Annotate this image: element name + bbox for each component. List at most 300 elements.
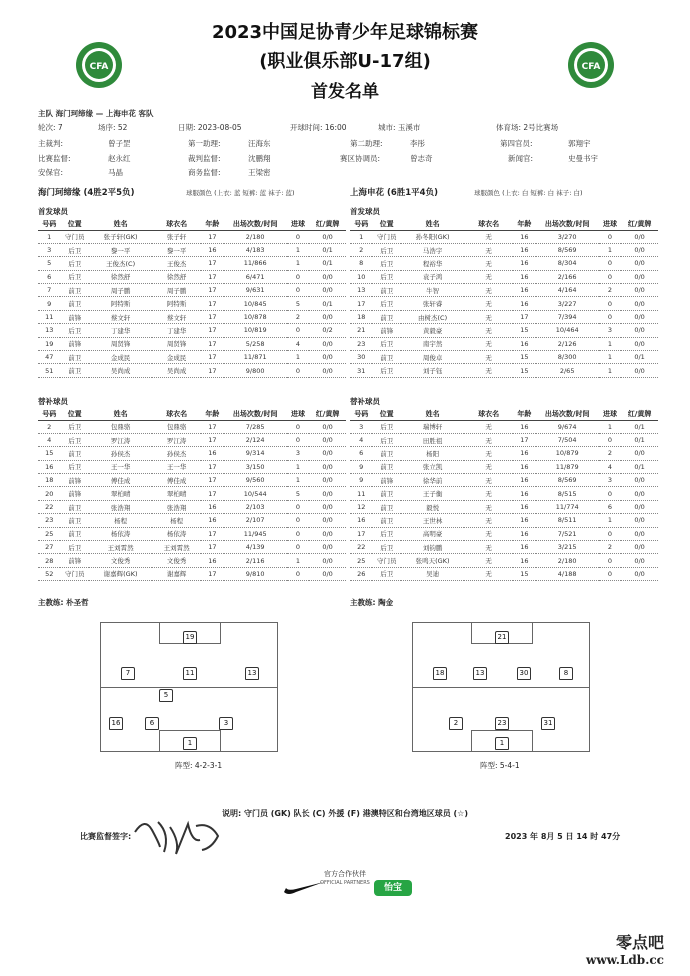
- table-cell: 0: [287, 433, 309, 446]
- table-cell: 高明豪: [401, 527, 464, 540]
- table-cell: 4: [599, 460, 621, 473]
- table-cell: 17: [201, 297, 223, 310]
- table-cell: 23: [38, 514, 60, 527]
- table-cell: 16: [513, 420, 535, 433]
- table-cell: 0/0: [621, 297, 658, 310]
- away-subs-table: [350, 409, 658, 581]
- table-cell: 张立凯: [401, 460, 464, 473]
- table-cell: 0/0: [621, 541, 658, 554]
- table-cell: 3/227: [536, 297, 599, 310]
- table-cell: 8/569: [536, 243, 599, 256]
- table-row: [350, 460, 658, 473]
- table-cell: 后卫: [372, 420, 401, 433]
- table-cell: 16: [513, 554, 535, 567]
- away-kit-colors: 球服颜色 (上衣: 白 短裤: 白 袜子: 白): [474, 189, 583, 197]
- table-cell: 翠柏晴: [89, 487, 152, 500]
- table-cell: 17: [201, 420, 223, 433]
- table-cell: 1: [287, 351, 309, 364]
- table-cell: 无: [464, 460, 513, 473]
- table-cell: 后卫: [372, 541, 401, 554]
- table-cell: 牛智: [401, 284, 464, 297]
- table-cell: 0/0: [309, 351, 346, 364]
- table-cell: 16: [513, 257, 535, 270]
- table-cell: 阿特斯: [152, 297, 201, 310]
- table-cell: 丁建华: [152, 324, 201, 337]
- table-cell: 无: [464, 567, 513, 580]
- table-cell: 11/871: [224, 351, 287, 364]
- table-cell: 1: [38, 230, 60, 243]
- table-cell: 王世林: [401, 514, 464, 527]
- table-row: [38, 420, 346, 433]
- table-cell: 17: [201, 284, 223, 297]
- table-cell: 0: [287, 364, 309, 377]
- table-cell: 4/183: [224, 243, 287, 256]
- table-row: [38, 514, 346, 527]
- table-cell: 后卫: [372, 433, 401, 446]
- partner-label: 官方合作伙伴: [324, 870, 366, 878]
- player-shirt-icon: 13: [473, 667, 487, 680]
- table-cell: 7/504: [536, 433, 599, 446]
- table-cell: 8/515: [536, 487, 599, 500]
- table-cell: 6/471: [224, 270, 287, 283]
- table-cell: 22: [350, 541, 372, 554]
- table-cell: 0: [599, 257, 621, 270]
- table-cell: 17: [350, 297, 372, 310]
- player-shirt-icon: 23: [495, 717, 509, 730]
- table-cell: 0/1: [309, 297, 346, 310]
- table-cell: 10/464: [536, 324, 599, 337]
- table-cell: 3: [599, 474, 621, 487]
- table-cell: 前锋: [60, 474, 89, 487]
- table-cell: 0/0: [621, 284, 658, 297]
- table-cell: 0/0: [309, 310, 346, 323]
- table-row: [350, 487, 658, 500]
- table-cell: 黎一平: [89, 243, 152, 256]
- table-row: [350, 527, 658, 540]
- table-cell: 16: [513, 337, 535, 350]
- player-shirt-icon: 8: [559, 667, 573, 680]
- home-coach: 主教练: 朴圣哲: [38, 598, 89, 607]
- table-cell: 0/0: [621, 364, 658, 377]
- table-cell: 16: [513, 514, 535, 527]
- away-starters-label: 首发球员: [350, 207, 380, 216]
- table-cell: 0/0: [621, 270, 658, 283]
- table-cell: 0/0: [621, 567, 658, 580]
- table-cell: 2: [599, 541, 621, 554]
- table-cell: 16: [513, 460, 535, 473]
- column-header: 红/黄牌: [309, 219, 346, 230]
- column-header: 出场次数/时间: [224, 409, 287, 420]
- table-row: [38, 297, 346, 310]
- table-cell: 守门员: [60, 567, 89, 580]
- table-cell: 1: [599, 243, 621, 256]
- table-row: [350, 337, 658, 350]
- table-cell: 4: [287, 337, 309, 350]
- match-no: 场序: 52: [98, 123, 128, 132]
- table-cell: 傅佳成: [152, 474, 201, 487]
- table-cell: 5: [38, 257, 60, 270]
- table-cell: 17: [201, 474, 223, 487]
- table-cell: 马浩宇: [401, 243, 464, 256]
- table-cell: 后卫: [60, 324, 89, 337]
- table-cell: 前卫: [372, 460, 401, 473]
- table-cell: 前卫: [60, 351, 89, 364]
- table-cell: 徐然舒: [152, 270, 201, 283]
- table-cell: 21: [350, 324, 372, 337]
- table-row: [38, 351, 346, 364]
- column-header: 年龄: [201, 219, 223, 230]
- table-cell: 前卫: [372, 351, 401, 364]
- table-row: [38, 447, 346, 460]
- table-cell: 孙侯杰: [89, 447, 152, 460]
- table-cell: 后卫: [60, 270, 89, 283]
- match-info-row1: [38, 122, 658, 134]
- table-cell: 16: [513, 243, 535, 256]
- table-cell: 17: [201, 364, 223, 377]
- table-cell: 7: [38, 284, 60, 297]
- table-cell: 7/285: [224, 420, 287, 433]
- table-cell: 后卫: [60, 541, 89, 554]
- table-cell: 由树杰(C): [401, 310, 464, 323]
- table-cell: 8: [350, 257, 372, 270]
- table-row: [38, 310, 346, 323]
- table-cell: 孙侯杰: [152, 447, 201, 460]
- table-cell: 无: [464, 447, 513, 460]
- table-cell: 刘子钰: [401, 364, 464, 377]
- table-cell: 0/0: [309, 527, 346, 540]
- table-row: [350, 433, 658, 446]
- table-cell: 17: [513, 310, 535, 323]
- table-cell: 47: [38, 351, 60, 364]
- table-cell: 后卫: [372, 567, 401, 580]
- table-cell: 无: [464, 230, 513, 243]
- table-cell: 无: [464, 243, 513, 256]
- table-cell: 4/188: [536, 567, 599, 580]
- table-cell: 王刘霄然: [89, 541, 152, 554]
- table-cell: 16: [513, 284, 535, 297]
- table-cell: 16: [201, 514, 223, 527]
- table-cell: 0/0: [621, 500, 658, 513]
- table-cell: 无: [464, 500, 513, 513]
- table-cell: 1: [287, 243, 309, 256]
- table-cell: 无: [464, 514, 513, 527]
- table-cell: 11: [350, 487, 372, 500]
- table-cell: 0: [599, 310, 621, 323]
- column-header: 红/黄牌: [621, 409, 658, 420]
- table-cell: 12: [350, 500, 372, 513]
- table-cell: 前锋: [60, 337, 89, 350]
- player-shirt-icon: 19: [183, 631, 197, 644]
- table-cell: 前卫: [60, 297, 89, 310]
- home-team-name: 海门珂缔缘 (4胜2平5负): [38, 188, 135, 198]
- table-cell: 后卫: [60, 433, 89, 446]
- table-cell: 4: [350, 433, 372, 446]
- player-shirt-icon: 16: [109, 717, 123, 730]
- table-cell: 0/0: [309, 554, 346, 567]
- officials-row2: 比赛监督: 赵永红 裁判监督: 沈鹏翔 赛区协调员: 曾志奇 新闻官: 史曼书宇: [38, 154, 598, 163]
- table-row: [350, 554, 658, 567]
- table-cell: 27: [38, 541, 60, 554]
- table-cell: 16: [513, 474, 535, 487]
- table-cell: 0/0: [309, 364, 346, 377]
- table-cell: 守门员: [372, 230, 401, 243]
- home-formation: 阵型: 4-2-3-1: [175, 761, 223, 770]
- table-cell: 刘钧鹏: [401, 541, 464, 554]
- table-cell: 后卫: [60, 460, 89, 473]
- table-cell: 杨依涛: [152, 527, 201, 540]
- table-cell: 0/0: [309, 487, 346, 500]
- table-cell: 0/0: [309, 460, 346, 473]
- column-header: 姓名: [89, 219, 152, 230]
- table-row: [38, 487, 346, 500]
- table-cell: 25: [38, 527, 60, 540]
- table-cell: 杨依涛: [89, 527, 152, 540]
- table-cell: 谢嘉辉: [152, 567, 201, 580]
- home-formation-pitch: [100, 622, 278, 752]
- table-cell: 张轩睿: [401, 297, 464, 310]
- table-cell: 吴尚成: [152, 364, 201, 377]
- table-row: [38, 284, 346, 297]
- doc-title: 2023中国足协青少年足球锦标赛: [211, 22, 479, 43]
- table-cell: 前卫: [60, 514, 89, 527]
- table-cell: 16: [513, 541, 535, 554]
- table-cell: 0/0: [621, 514, 658, 527]
- column-header: 姓名: [401, 409, 464, 420]
- table-cell: 1: [287, 257, 309, 270]
- table-row: [350, 541, 658, 554]
- table-cell: 前锋: [372, 474, 401, 487]
- table-cell: 8/511: [536, 514, 599, 527]
- table-cell: 周贤锋: [89, 337, 152, 350]
- column-header: 号码: [38, 409, 60, 420]
- column-header: 出场次数/时间: [224, 219, 287, 230]
- svg-text:CFA: CFA: [89, 62, 109, 72]
- legend: 说明: 守门员 (GK) 队长 (C) 外援 (F) 港澳特区和台湾地区球员 (☆): [221, 809, 468, 818]
- table-cell: 0/0: [621, 527, 658, 540]
- table-cell: 无: [464, 284, 513, 297]
- table-cell: 前卫: [60, 447, 89, 460]
- officials-row3: 安保官: 马晶 商务监督: 王梁密: [38, 168, 271, 177]
- table-cell: 10/878: [224, 310, 287, 323]
- table-cell: 0/0: [309, 500, 346, 513]
- table-row: [38, 257, 346, 270]
- table-cell: 16: [38, 460, 60, 473]
- table-cell: 2/103: [224, 500, 287, 513]
- table-cell: 17: [201, 541, 223, 554]
- table-row: [38, 324, 346, 337]
- table-row: [350, 284, 658, 297]
- table-cell: 前卫: [60, 527, 89, 540]
- table-cell: 无: [464, 270, 513, 283]
- table-cell: 17: [201, 270, 223, 283]
- table-cell: 0: [287, 500, 309, 513]
- table-cell: 无: [464, 364, 513, 377]
- table-cell: 5: [287, 297, 309, 310]
- column-header: 出场次数/时间: [536, 409, 599, 420]
- table-cell: 10/544: [224, 487, 287, 500]
- table-cell: 15: [38, 447, 60, 460]
- table-row: [38, 364, 346, 377]
- table-cell: 8/300: [536, 351, 599, 364]
- table-cell: 9/800: [224, 364, 287, 377]
- table-cell: 后卫: [372, 257, 401, 270]
- table-cell: 前卫: [60, 364, 89, 377]
- table-row: [350, 324, 658, 337]
- table-cell: 18: [350, 310, 372, 323]
- table-cell: 9: [38, 297, 60, 310]
- table-cell: 7/394: [536, 310, 599, 323]
- table-row: [38, 474, 346, 487]
- table-cell: 15: [513, 324, 535, 337]
- table-cell: 17: [201, 324, 223, 337]
- table-cell: 13: [38, 324, 60, 337]
- table-cell: 0/1: [309, 243, 346, 256]
- table-cell: 毅悦: [401, 500, 464, 513]
- table-cell: 11/879: [536, 460, 599, 473]
- table-cell: 0/0: [621, 310, 658, 323]
- table-cell: 23: [350, 337, 372, 350]
- table-cell: 6: [38, 270, 60, 283]
- table-cell: 无: [464, 527, 513, 540]
- table-cell: 0: [599, 554, 621, 567]
- table-cell: 3: [599, 324, 621, 337]
- timestamp: 2023 年 8月 5 日 14 时 47分: [505, 832, 621, 841]
- table-cell: 3/215: [536, 541, 599, 554]
- table-cell: 前卫: [372, 514, 401, 527]
- table-cell: 蔡文轩: [89, 310, 152, 323]
- table-cell: 程裕华: [401, 257, 464, 270]
- player-shirt-icon: 31: [541, 717, 555, 730]
- table-cell: 10: [350, 270, 372, 283]
- table-cell: 无: [464, 554, 513, 567]
- table-cell: 徐华前: [401, 474, 464, 487]
- table-cell: 0: [287, 420, 309, 433]
- column-header: 进球: [599, 409, 621, 420]
- doc-subtitle: (职业俱乐部U-17组): [259, 51, 431, 72]
- player-shirt-icon: 2: [449, 717, 463, 730]
- player-shirt-icon: 1: [183, 737, 197, 750]
- table-cell: 王俊杰: [152, 257, 201, 270]
- table-cell: 0/0: [621, 337, 658, 350]
- table-cell: 2/166: [536, 270, 599, 283]
- column-header: 位置: [60, 219, 89, 230]
- away-subs-label: 替补球员: [350, 397, 380, 406]
- table-cell: 后卫: [60, 420, 89, 433]
- table-cell: 王一华: [152, 460, 201, 473]
- table-row: [350, 297, 658, 310]
- table-cell: 1: [287, 460, 309, 473]
- table-cell: 吴迪: [401, 567, 464, 580]
- table-cell: 16: [513, 527, 535, 540]
- table-cell: 11/774: [536, 500, 599, 513]
- table-cell: 9/810: [224, 567, 287, 580]
- table-row: [350, 447, 658, 460]
- table-row: [350, 500, 658, 513]
- player-shirt-icon: 3: [219, 717, 233, 730]
- table-cell: 22: [38, 500, 60, 513]
- table-cell: 16: [201, 500, 223, 513]
- table-cell: 王一华: [89, 460, 152, 473]
- table-cell: 0/0: [309, 447, 346, 460]
- table-cell: 后卫: [372, 297, 401, 310]
- table-cell: 17: [201, 487, 223, 500]
- table-cell: 10/819: [224, 324, 287, 337]
- table-cell: 0/0: [309, 433, 346, 446]
- table-cell: 1: [599, 337, 621, 350]
- player-shirt-icon: 1: [495, 737, 509, 750]
- table-cell: 9: [350, 474, 372, 487]
- table-cell: 2: [599, 284, 621, 297]
- table-cell: 0/0: [309, 230, 346, 243]
- table-cell: 17: [201, 337, 223, 350]
- table-cell: 蔡文轩: [152, 310, 201, 323]
- player-shirt-icon: 13: [245, 667, 259, 680]
- table-cell: 前卫: [372, 447, 401, 460]
- table-row: [38, 230, 346, 243]
- table-cell: 无: [464, 433, 513, 446]
- table-cell: 无: [464, 541, 513, 554]
- column-header: 球衣名: [464, 409, 513, 420]
- table-cell: 谢嘉辉(GK): [89, 567, 152, 580]
- table-cell: 0/0: [621, 554, 658, 567]
- city: 城市: 玉溪市: [378, 123, 421, 132]
- table-row: [350, 257, 658, 270]
- table-cell: 3: [287, 447, 309, 460]
- table-cell: 6: [599, 500, 621, 513]
- table-cell: 前卫: [60, 284, 89, 297]
- table-cell: 无: [464, 351, 513, 364]
- table-cell: 0/0: [621, 474, 658, 487]
- table-cell: 前卫: [60, 500, 89, 513]
- table-row: [38, 554, 346, 567]
- table-cell: 后卫: [60, 257, 89, 270]
- column-header: 号码: [350, 409, 372, 420]
- table-cell: 0: [287, 230, 309, 243]
- table-cell: 3: [38, 243, 60, 256]
- table-row: [38, 337, 346, 350]
- table-cell: 1: [599, 514, 621, 527]
- table-cell: 0: [599, 527, 621, 540]
- table-cell: 16: [513, 500, 535, 513]
- table-cell: 17: [513, 433, 535, 446]
- table-cell: 张子轩(GK): [89, 230, 152, 243]
- table-cell: 16: [513, 447, 535, 460]
- table-cell: 0/0: [621, 447, 658, 460]
- table-cell: 守门员: [372, 554, 401, 567]
- table-cell: 3/270: [536, 230, 599, 243]
- table-cell: 0: [287, 527, 309, 540]
- table-cell: 11: [38, 310, 60, 323]
- table-cell: 52: [38, 567, 60, 580]
- away-formation: 阵型: 5-4-1: [480, 761, 520, 770]
- table-cell: 袁子鸿: [401, 270, 464, 283]
- table-cell: 17: [201, 527, 223, 540]
- table-row: [38, 433, 346, 446]
- column-header: 号码: [38, 219, 60, 230]
- table-cell: 1: [350, 230, 372, 243]
- table-cell: 0/0: [309, 420, 346, 433]
- table-row: [38, 567, 346, 580]
- home-starters-table: [38, 219, 346, 378]
- table-cell: 0/1: [309, 257, 346, 270]
- table-cell: 0/0: [309, 541, 346, 554]
- column-header: 球衣名: [464, 219, 513, 230]
- table-cell: 1: [287, 474, 309, 487]
- table-cell: 0/0: [309, 514, 346, 527]
- table-cell: 0: [287, 324, 309, 337]
- table-cell: 7/521: [536, 527, 599, 540]
- table-cell: 3: [350, 420, 372, 433]
